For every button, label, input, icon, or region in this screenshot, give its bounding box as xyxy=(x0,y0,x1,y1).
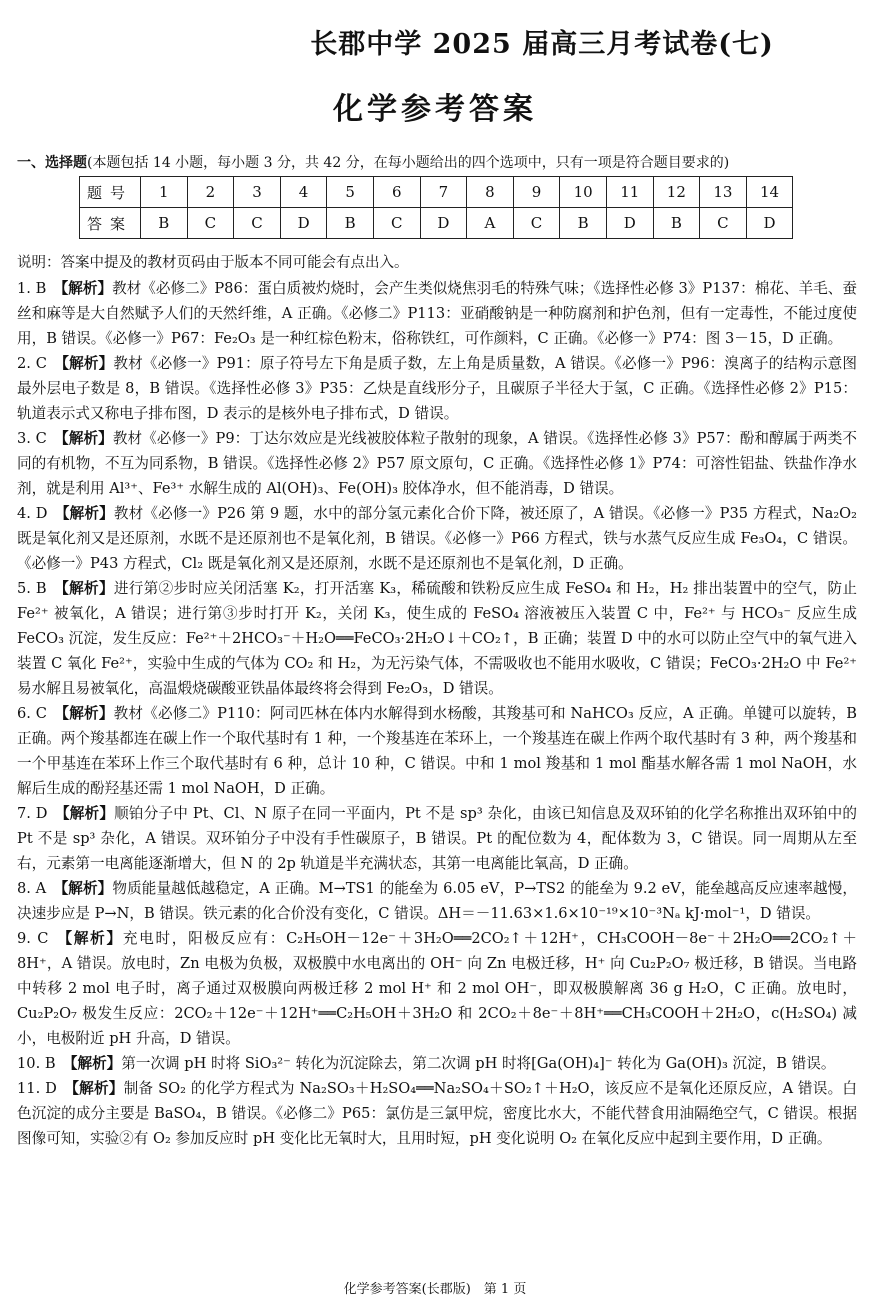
analysis-tag: 【解析】 xyxy=(54,505,114,522)
explanations-list xyxy=(17,276,857,1151)
question-number-cell: 4 xyxy=(280,177,327,208)
explanation-item xyxy=(17,501,857,576)
answer-cell: B xyxy=(653,208,700,239)
answer-cell: C xyxy=(187,208,234,239)
explanation-item xyxy=(17,576,857,701)
item-text: 教材《必修一》P26 第 9 题，水中的部分氢元素化合价下降，被还原了，A 错误。《必修一》P35 方程式，Na₂O₂ 既是氧化剂又是还原剂，水既不是还原剂也不是氧化剂，B 错误。《必修一》P66 方程式，铁与水蒸气反应生成 Fe₃O₄，C 错误。《必修一》P43 方程式，Cl₂ 既是氧化剂又是还原剂，水既不是还原剂也不是氧化剂，D 正确。 xyxy=(17,505,857,572)
explanation-item xyxy=(17,876,857,926)
answer-cell: B xyxy=(327,208,374,239)
explanation-item xyxy=(17,701,857,801)
analysis-tag: 【解析】 xyxy=(53,580,114,597)
question-number-cell: 2 xyxy=(187,177,234,208)
question-number-row xyxy=(80,177,793,208)
explanation-item xyxy=(17,926,857,1051)
item-text: 充电时，阳极反应有：C₂H₅OH－12e⁻＋3H₂O══2CO₂↑＋12H⁺，CH₃COOH－8e⁻＋2H₂O══2CO₂↑＋8H⁺，A 错误。放电时，Zn 电极为负极，双极膜中水电离出的 OH⁻ 向 Zn 电极迁移，H⁺ 向 Cu₂P₂O₇ 极迁移，B 错误。当电路中转移 2 mol 电子时，离子通过双极膜向两极迁移 2 mol H⁺ 和 2 mol OH⁻，即双极膜解离 36 g H₂O，C 正确。放电时，Cu₂P₂O₇ 极发生反应：2CO₂＋12e⁻＋12H⁺══C₂H₅OH＋3H₂O 和 2CO₂＋8e⁻＋8H⁺══CH₃COOH＋2H₂O，c(H₂SO₄) 减小，电极附近 pH 升高，D 错误。 xyxy=(17,930,857,1047)
item-number: 6. C xyxy=(17,705,47,722)
question-number-cell: 5 xyxy=(327,177,374,208)
item-number: 10. B xyxy=(17,1055,56,1072)
analysis-tag: 【解析】 xyxy=(64,1080,124,1097)
analysis-tag: 【解析】 xyxy=(54,805,115,822)
item-text: 制备 SO₂ 的化学方程式为 Na₂SO₃＋H₂SO₄══Na₂SO₄＋SO₂↑＋H₂O，该反应不是氧化还原反应，A 错误。白色沉淀的成分主要是 BaSO₄，B 错误。《必修二》P65：氯仿是三氯甲烷，密度比水大，不能代替食用油隔绝空气，C 错误。根据图像可知，实验②有 O₂ 参加反应时 pH 变化比无氧时大，且用时短，pH 变化说明 O₂ 在氧化反应中起到主要作用，D 正确。 xyxy=(17,1080,857,1147)
item-number: 3. C xyxy=(17,430,47,447)
answer-cell: C xyxy=(373,208,420,239)
item-text: 教材《必修二》P110：阿司匹林在体内水解得到水杨酸，其羧基可和 NaHCO₃ 反应，A 正确。单键可以旋转，B 正确。两个羧基都连在碳上作一个取代基时有 1 种，一个羧基连在苯环上，一个羧基连在碳上作两个取代基时有 3 种，两个羧基和一个甲基连在苯环上作三个取代基时有 6 种，总计 10 种，C 错误。中和 1 mol 羧基和 1 mol 酯基水解各需 1 mol NaOH，水解后生成的酚羟基还需 1 mol NaOH，D 正确。 xyxy=(17,705,857,797)
question-number-cell: 8 xyxy=(467,177,514,208)
answer-table xyxy=(79,176,793,239)
analysis-tag: 【解析】 xyxy=(53,880,113,897)
question-number-cell: 3 xyxy=(234,177,281,208)
item-text: 教材《必修一》P9：丁达尔效应是光线被胶体粒子散射的现象，A 错误。《选择性必修 3》P57：酚和醇属于两类不同的有机物，不互为同系物，B 错误。《选择性必修 2》P57 原文原句，C 正确。《选择性必修 1》P74：可溶性铝盐、铁盐作净水剂，就是利用 Al³⁺、Fe³⁺ 水解生成的 Al(OH)₃、Fe(OH)₃ 胶体净水，但不能消毒，D 错误。 xyxy=(17,430,857,497)
answer-cell: C xyxy=(700,208,747,239)
question-number-cell: 10 xyxy=(560,177,607,208)
question-number-cell: 6 xyxy=(373,177,420,208)
analysis-tag: 【解析】 xyxy=(54,355,114,372)
item-number: 11. D xyxy=(17,1080,57,1097)
section-heading xyxy=(17,152,867,172)
analysis-tag: 【解析】 xyxy=(54,430,113,447)
section-description: (本题包括 14 小题，每小题 3 分，共 42 分，在每小题给出的四个选项中，只有一项是符合题目要求的) xyxy=(87,155,730,171)
analysis-tag: 【解析】 xyxy=(62,1055,122,1072)
question-number-cell: 9 xyxy=(513,177,560,208)
answer-cell: C xyxy=(234,208,281,239)
item-number: 2. C xyxy=(17,355,47,372)
analysis-tag: 【解析】 xyxy=(53,280,113,297)
explanation-item xyxy=(17,351,857,426)
item-text: 进行第②步时应关闭活塞 K₂，打开活塞 K₃，稀硫酸和铁粉反应生成 FeSO₄ 和 H₂，H₂ 排出装置中的空气，防止 Fe²⁺ 被氧化，A 错误；进行第③步时打开 K₂，关闭 K₃，使生成的 FeSO₄ 溶液被压入装置 C 中，Fe²⁺ 与 HCO₃⁻ 反应生成 FeCO₃ 沉淀，发生反应：Fe²⁺＋2HCO₃⁻＋H₂O══FeCO₃·2H₂O↓＋CO₂↑，B 正确；装置 D 中的水可以防止空气中的氧气进入装置 C 氧化 Fe²⁺，实验中生成的气体为 CO₂ 和 H₂，为无污染气体，不需吸收也不能用水吸收，C 错误；FeCO₃·2H₂O 中 Fe²⁺ 易水解且易被氧化，高温煅烧碳酸亚铁晶体最终将会得到 Fe₂O₃，D 错误。 xyxy=(17,580,857,697)
item-number: 4. D xyxy=(17,505,48,522)
item-number: 7. D xyxy=(17,805,48,822)
explanation-item xyxy=(17,276,857,351)
item-text: 教材《必修二》P86：蛋白质被灼烧时，会产生类似烧焦羽毛的特殊气味；《选择性必修 3》P137：棉花、羊毛、蚕丝和麻等是大自然赋予人们的天然纤维，A 正确。《必修二》P113：亚硝酸钠是一种防腐剂和护色剂，但有一定毒性，不能过度使用，B 错误。《必修一》P67：Fe₂O₃ 是一种红棕色粉末，俗称铁红，可作颜料，C 正确。《必修一》P74：图 3－15，D 正确。 xyxy=(17,280,857,347)
item-number: 9. C xyxy=(17,930,49,947)
explanation-item xyxy=(17,426,857,501)
section-label: 一、选择题 xyxy=(17,155,87,171)
item-text: 教材《必修一》P91：原子符号左下角是质子数，左上角是质量数，A 错误。《必修一》P96：溴离子的结构示意图最外层电子数是 8，B 错误。《选择性必修 3》P35：乙炔是直线形分子，且碳原子半径大于氢，C 正确。《选择性必修 2》P15：轨道表示式又称电子排布图，D 表示的是核外电子排布式，D 错误。 xyxy=(17,355,857,422)
answer-cell: B xyxy=(560,208,607,239)
answer-cell: D xyxy=(606,208,653,239)
explanation-item xyxy=(17,801,857,876)
item-text: 第一次调 pH 时将 SiO₃²⁻ 转化为沉淀除去，第二次调 pH 时将[Ga(OH)₄]⁻ 转化为 Ga(OH)₃ 沉淀，B 错误。 xyxy=(121,1055,836,1072)
item-number: 5. B xyxy=(17,580,47,597)
question-number-cell: 13 xyxy=(700,177,747,208)
item-text: 物质能量越低越稳定，A 正确。M→TS1 的能垒为 6.05 eV，P→TS2 的能垒为 9.2 eV，能垒越高反应速率越慢，决速步应是 P→N，B 错误。铁元素的化合价没有变化，C 错误。ΔH＝－11.63×1.6×10⁻¹⁹×10⁻³Nₐ kJ·mol⁻¹，D 错误。 xyxy=(17,880,857,922)
analysis-tag: 【解析】 xyxy=(55,930,123,947)
answer-cell: A xyxy=(467,208,514,239)
item-text: 顺铂分子中 Pt、Cl、N 原子在同一平面内，Pt 不是 sp³ 杂化，由该已知信息及双环铂的化学名称推出双环铂中的 Pt 不是 sp³ 杂化，A 错误。双环铂分子中没有手性碳原子，B 错误。Pt 的配位数为 4，配体数为 3，C 错误。同一周期从左至右，元素第一电离能逐渐增大，但 N 的 2p 轨道是半充满状态，其第一电离能比氧高，D 正确。 xyxy=(17,805,858,872)
question-number-cell: 11 xyxy=(606,177,653,208)
item-number: 8. A xyxy=(17,880,47,897)
answer-cell: D xyxy=(420,208,467,239)
answer-row xyxy=(80,208,793,239)
question-number-cell: 12 xyxy=(653,177,700,208)
exam-title: 长郡中学 2025 届高三月考试卷(七) xyxy=(310,29,774,60)
explanation-item xyxy=(17,1051,857,1076)
answer-cell: B xyxy=(141,208,188,239)
explanation-item xyxy=(17,1076,857,1151)
answer-cell: D xyxy=(280,208,327,239)
question-number-cell: 14 xyxy=(746,177,793,208)
question-number-header: 题号 xyxy=(80,177,141,208)
answer-cell: C xyxy=(513,208,560,239)
question-number-cell: 7 xyxy=(420,177,467,208)
page-footer: 化学参考答案(长郡版) 第 1 页 xyxy=(343,1282,527,1297)
document-title: 化学参考答案 xyxy=(333,92,537,127)
answer-header: 答案 xyxy=(80,208,141,239)
item-number: 1. B xyxy=(17,280,47,297)
note: 说明：答案中提及的教材页码由于版本不同可能会有点出入。 xyxy=(17,255,409,271)
answer-cell: D xyxy=(746,208,793,239)
analysis-tag: 【解析】 xyxy=(54,705,114,722)
question-number-cell: 1 xyxy=(141,177,188,208)
